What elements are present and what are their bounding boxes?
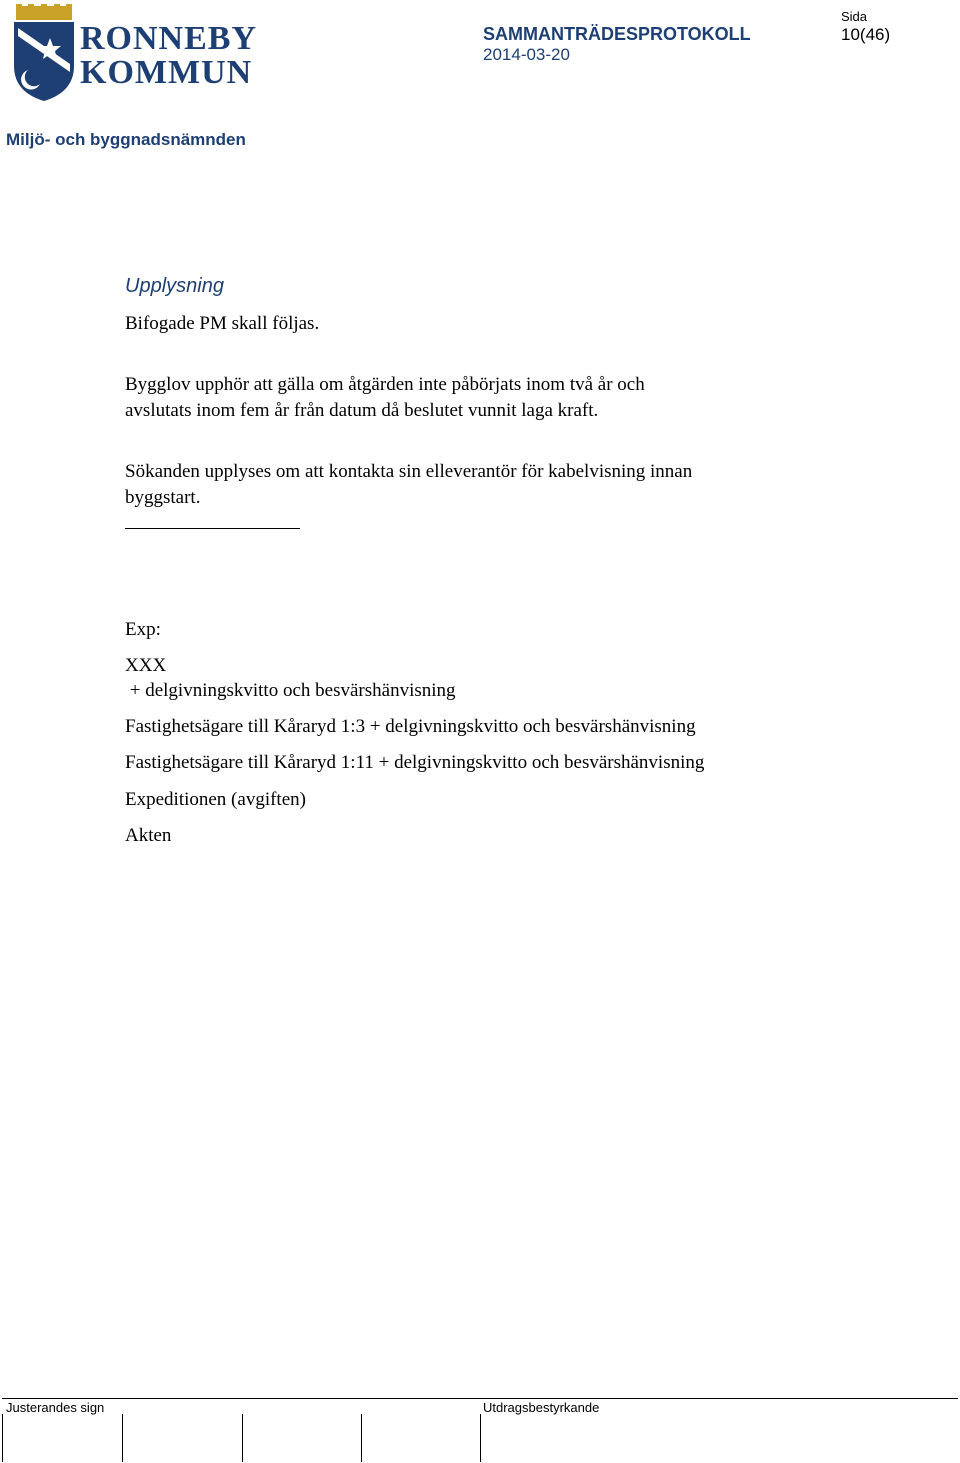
section-heading: Upplysning (125, 275, 224, 297)
footer-sign-label: Justerandes sign (6, 1400, 105, 1415)
section-divider (125, 528, 300, 529)
paragraph-line: avslutats inom fem år från datum då beslutet vunnit laga kraft. (125, 400, 599, 421)
paragraph-line: byggstart. (125, 487, 201, 508)
signature-box-divider (361, 1414, 362, 1462)
paragraph-pm: Bifogade PM skall följas. (125, 313, 320, 334)
signature-box-divider (122, 1414, 123, 1462)
municipality-line1: RONNEBY (80, 20, 258, 57)
signature-box-divider (242, 1414, 243, 1462)
page-number: 10(46) (841, 25, 891, 44)
footer-divider (2, 1398, 958, 1399)
protocol-date: 2014-03-20 (483, 45, 570, 64)
paragraph-bygglov (125, 372, 825, 424)
municipality-line2: KOMMUN (80, 54, 253, 91)
distribution-item: Fastighetsägare till Kåraryd 1:3 + delgivningskvitto och besvärshänvisning (125, 716, 696, 737)
paragraph-line: Sökanden upplyses om att kontakta sin elleverantör för kabelvisning innan (125, 461, 693, 482)
distribution-item: Expeditionen (avgiften) (125, 789, 306, 810)
distribution-item: Fastighetsägare till Kåraryd 1:11 + delgivningskvitto och besvärshänvisning (125, 752, 705, 773)
committee-name: Miljö- och byggnadsnämnden (6, 130, 246, 149)
distribution-item: Akten (125, 825, 172, 846)
paragraph-elleverantor (125, 459, 825, 511)
distribution-item: XXX (125, 655, 167, 676)
protocol-title: SAMMANTRÄDESPROTOKOLL (483, 24, 751, 44)
municipality-name (80, 22, 257, 90)
paragraph-line: Bygglov upphör att gälla om åtgärden inte påbörjats inom två år och (125, 374, 645, 395)
signature-box-divider (2, 1414, 3, 1462)
page-label: Sida (841, 9, 868, 24)
crest-icon (10, 4, 80, 104)
exp-label: Exp: (125, 619, 161, 640)
footer-certify-label: Utdragsbestyrkande (483, 1400, 600, 1415)
distribution-item: + delgivningskvitto och besvärshänvisning (125, 680, 456, 701)
signature-box-divider (480, 1414, 481, 1462)
